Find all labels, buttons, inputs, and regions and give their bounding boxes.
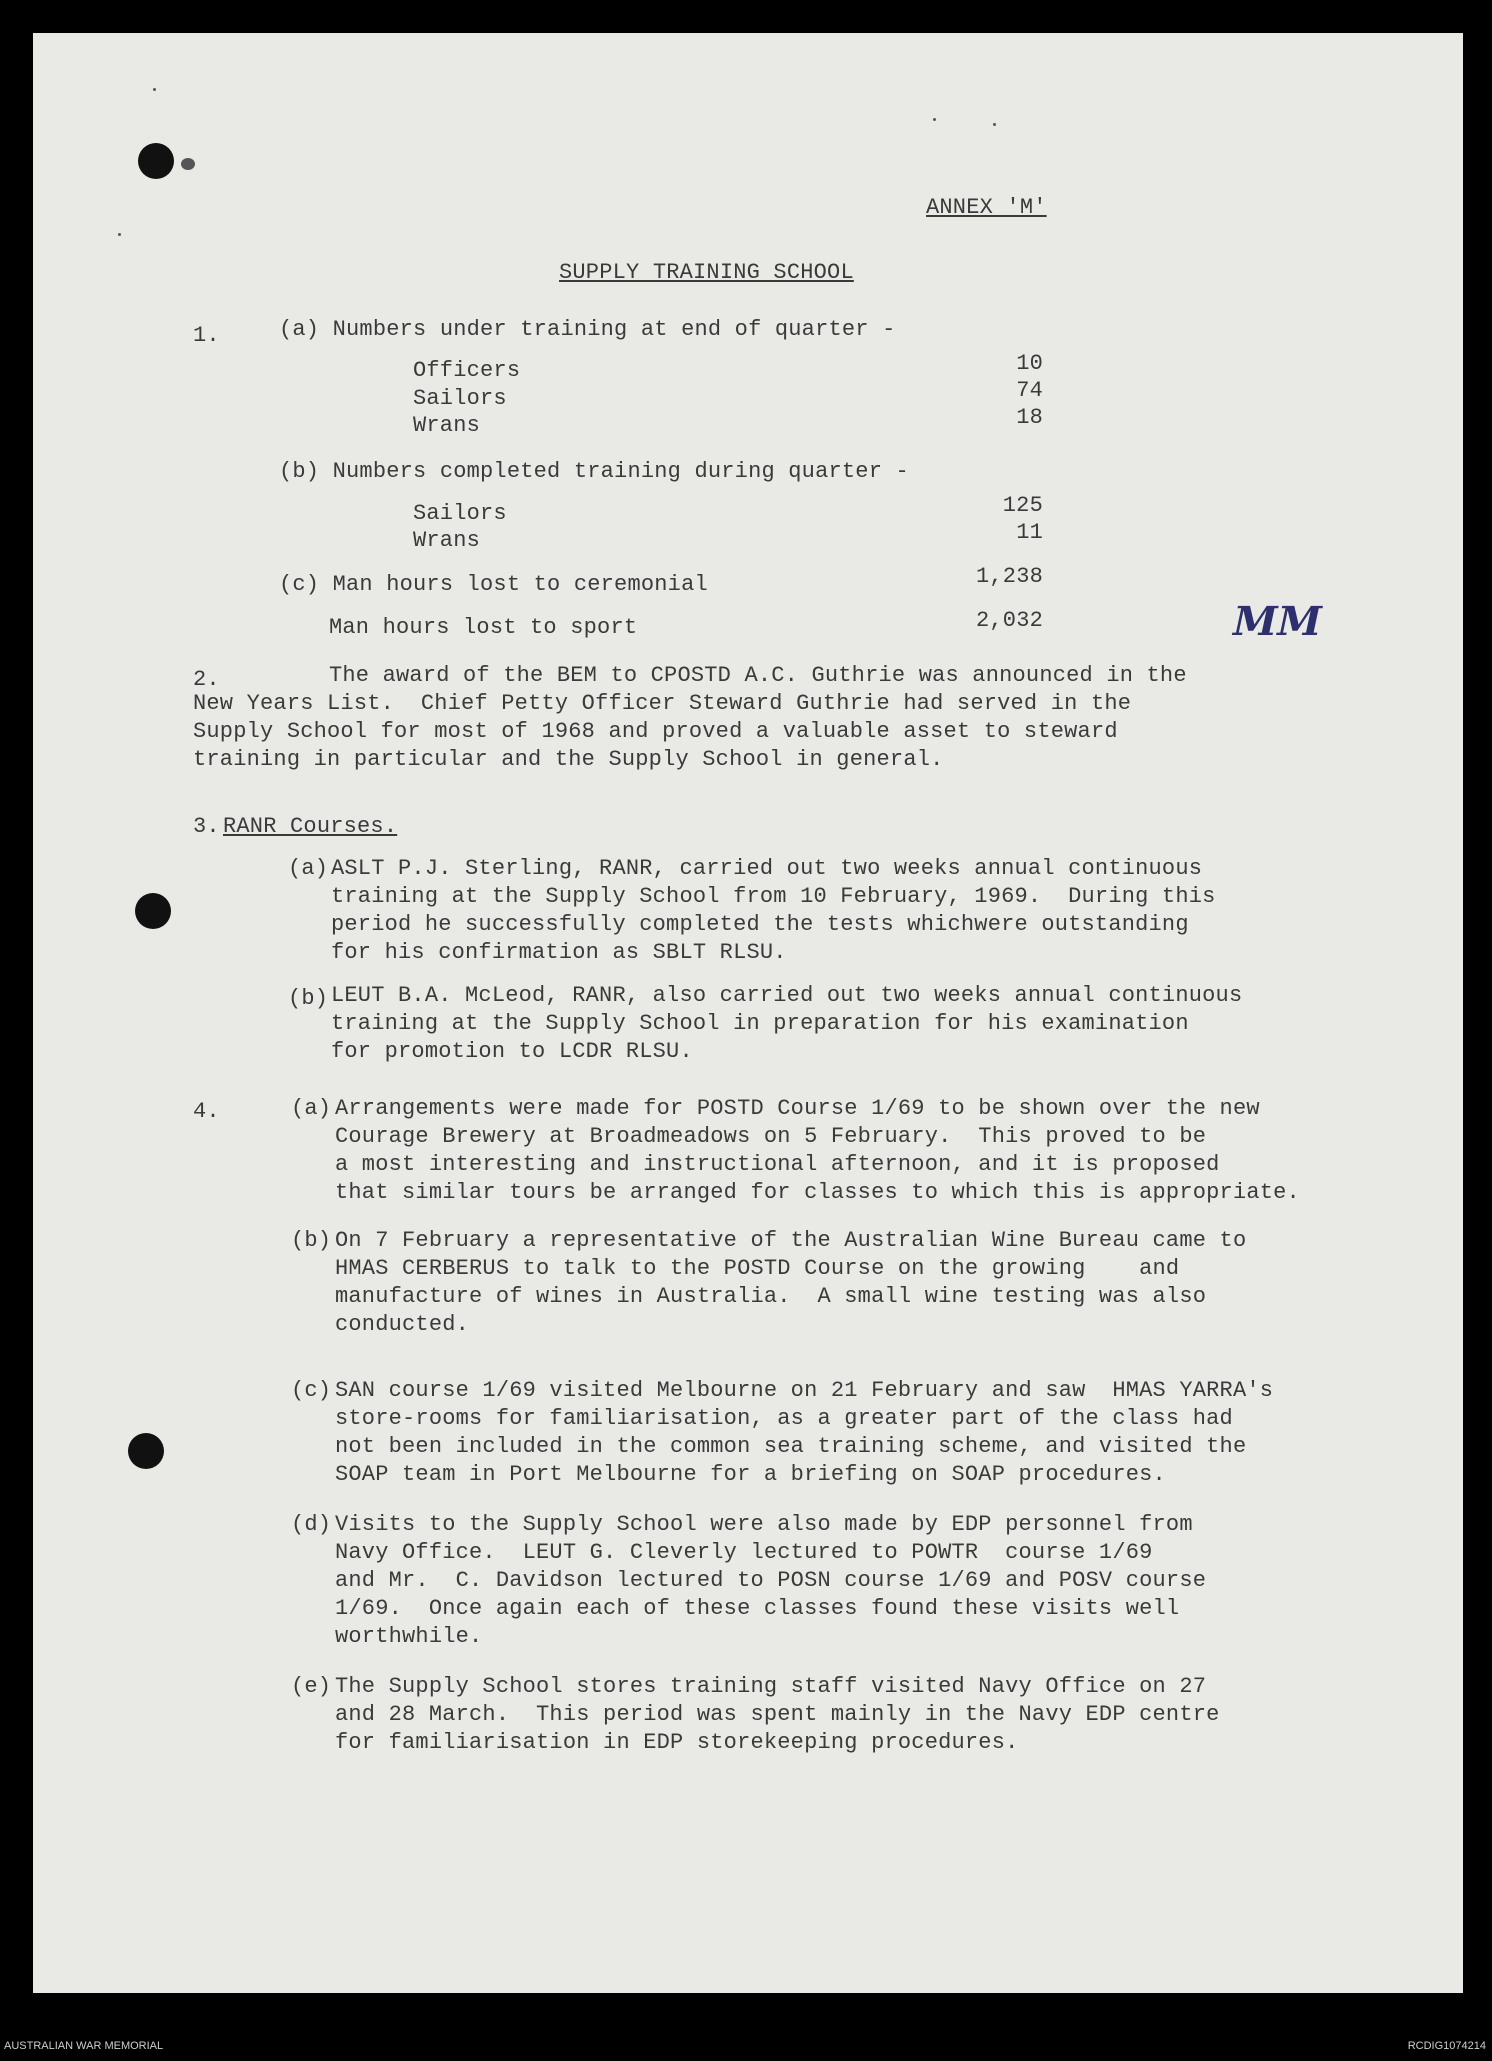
footer-record-id: RCDIG1074214 <box>1407 2040 1486 2052</box>
paragraph-line: Courage Brewery at Broadmeadows on 5 February. This proved to be <box>335 1124 1207 1149</box>
item-label: (d) <box>291 1512 332 1537</box>
paragraph-line: Arrangements were made for POSTD Course 1/69 to be shown over the new <box>335 1096 1260 1121</box>
ceremonial-hours-value: 1,238 <box>975 564 1043 589</box>
item-label: (b) <box>288 986 329 1011</box>
paragraph-line: training at the Supply School in preparation for his examination <box>331 1011 1189 1036</box>
punch-hole-bottom <box>128 1433 164 1469</box>
paragraph-line: On 7 February a representative of the Australian Wine Bureau came to <box>335 1228 1247 1253</box>
paragraph-line: HMAS CERBERUS to talk to the POSTD Course on the growing and <box>335 1256 1180 1281</box>
item-label: (a) <box>291 1096 332 1121</box>
paragraph-line: period he successfully completed the tests whichwere outstanding <box>331 912 1189 937</box>
table-row-label: Wrans <box>413 413 481 438</box>
paragraph-line: SOAP team in Port Melbourne for a briefing on SOAP procedures. <box>335 1462 1166 1487</box>
damage-speck <box>181 158 195 170</box>
damage-speck <box>118 233 121 236</box>
table-row-label: Sailors <box>413 501 507 526</box>
paragraph-line: 1/69. Once again each of these classes found these visits well <box>335 1596 1180 1621</box>
paragraph-line: New Years List. Chief Petty Officer Steward Guthrie had served in the <box>193 691 1132 716</box>
punch-hole-middle <box>135 893 171 929</box>
page-title: SUPPLY TRAINING SCHOOL <box>559 260 854 285</box>
paragraph-line: conducted. <box>335 1312 470 1337</box>
section-1a-label: (a) Numbers under training at end of quarter - <box>279 317 896 342</box>
paragraph-line: worthwhile. <box>335 1624 483 1649</box>
paragraph-line: LEUT B.A. McLeod, RANR, also carried out two weeks annual continuous <box>331 983 1243 1008</box>
paragraph-line: training in particular and the Supply School in general. <box>193 747 944 772</box>
section-1-number: 1. <box>193 323 220 348</box>
table-row-value: 18 <box>1016 405 1043 430</box>
section-1d-label: Man hours lost to sport <box>329 615 638 640</box>
paragraph-line: for his confirmation as SBLT RLSU. <box>331 940 787 965</box>
damage-speck <box>153 88 156 91</box>
annex-label: ANNEX 'M' <box>926 195 1047 220</box>
paragraph-line: Navy Office. LEUT G. Cleverly lectured to POWTR course 1/69 <box>335 1540 1153 1565</box>
table-row-label: Sailors <box>413 386 507 411</box>
paragraph-line: The award of the BEM to CPOSTD A.C. Guthrie was announced in the <box>329 663 1187 688</box>
paragraph-line: a most interesting and instructional afternoon, and it is proposed <box>335 1152 1220 1177</box>
punch-hole-top <box>138 143 174 179</box>
section-1c-label: (c) Man hours lost to ceremonial <box>279 572 708 597</box>
paragraph-line: that similar tours be arranged for classes to which this is appropriate. <box>335 1180 1300 1205</box>
paragraph-line: and Mr. C. Davidson lectured to POSN course 1/69 and POSV course <box>335 1568 1207 1593</box>
paragraph-line: ASLT P.J. Sterling, RANR, carried out two weeks annual continuous <box>331 856 1203 881</box>
paragraph-line: for familiarisation in EDP storekeeping procedures. <box>335 1730 1019 1755</box>
section-4-number: 4. <box>193 1099 220 1124</box>
table-row-value: 74 <box>1016 378 1043 403</box>
paragraph-line: Supply School for most of 1968 and proved a valuable asset to steward <box>193 719 1118 744</box>
item-label: (c) <box>291 1378 332 1403</box>
table-row-value: 11 <box>1016 520 1043 545</box>
section-3-number: 3. <box>193 814 220 839</box>
paragraph-line: Visits to the Supply School were also made by EDP personnel from <box>335 1512 1193 1537</box>
sport-hours-value: 2,032 <box>975 608 1043 633</box>
item-label: (a) <box>288 856 329 881</box>
paragraph-line: manufacture of wines in Australia. A small wine testing was also <box>335 1284 1207 1309</box>
damage-speck <box>993 123 996 126</box>
item-label: (b) <box>291 1228 332 1253</box>
paragraph-line: The Supply School stores training staff visited Navy Office on 27 <box>335 1674 1207 1699</box>
section-3-heading: RANR Courses. <box>223 814 398 839</box>
paragraph-line: and 28 March. This period was spent mainly in the Navy EDP centre <box>335 1702 1220 1727</box>
footer-archive-name: AUSTRALIAN WAR MEMORIAL <box>4 2040 164 2052</box>
document-page <box>33 33 1463 1993</box>
table-row-value: 125 <box>1002 493 1043 518</box>
paragraph-line: SAN course 1/69 visited Melbourne on 21 February and saw HMAS YARRA's <box>335 1378 1274 1403</box>
paragraph-line: not been included in the common sea training scheme, and visited the <box>335 1434 1247 1459</box>
section-1b-label: (b) Numbers completed training during quarter - <box>279 459 909 484</box>
damage-speck <box>933 118 936 121</box>
paragraph-line: for promotion to LCDR RLSU. <box>331 1039 693 1064</box>
section-2-number: 2. <box>193 667 220 692</box>
table-row-label: Wrans <box>413 528 481 553</box>
table-row-label: Officers <box>413 358 521 383</box>
item-label: (e) <box>291 1674 332 1699</box>
handwritten-initials: MM <box>1228 598 1327 645</box>
table-row-value: 10 <box>1016 351 1043 376</box>
paragraph-line: training at the Supply School from 10 February, 1969. During this <box>331 884 1216 909</box>
paragraph-line: store-rooms for familiarisation, as a greater part of the class had <box>335 1406 1233 1431</box>
